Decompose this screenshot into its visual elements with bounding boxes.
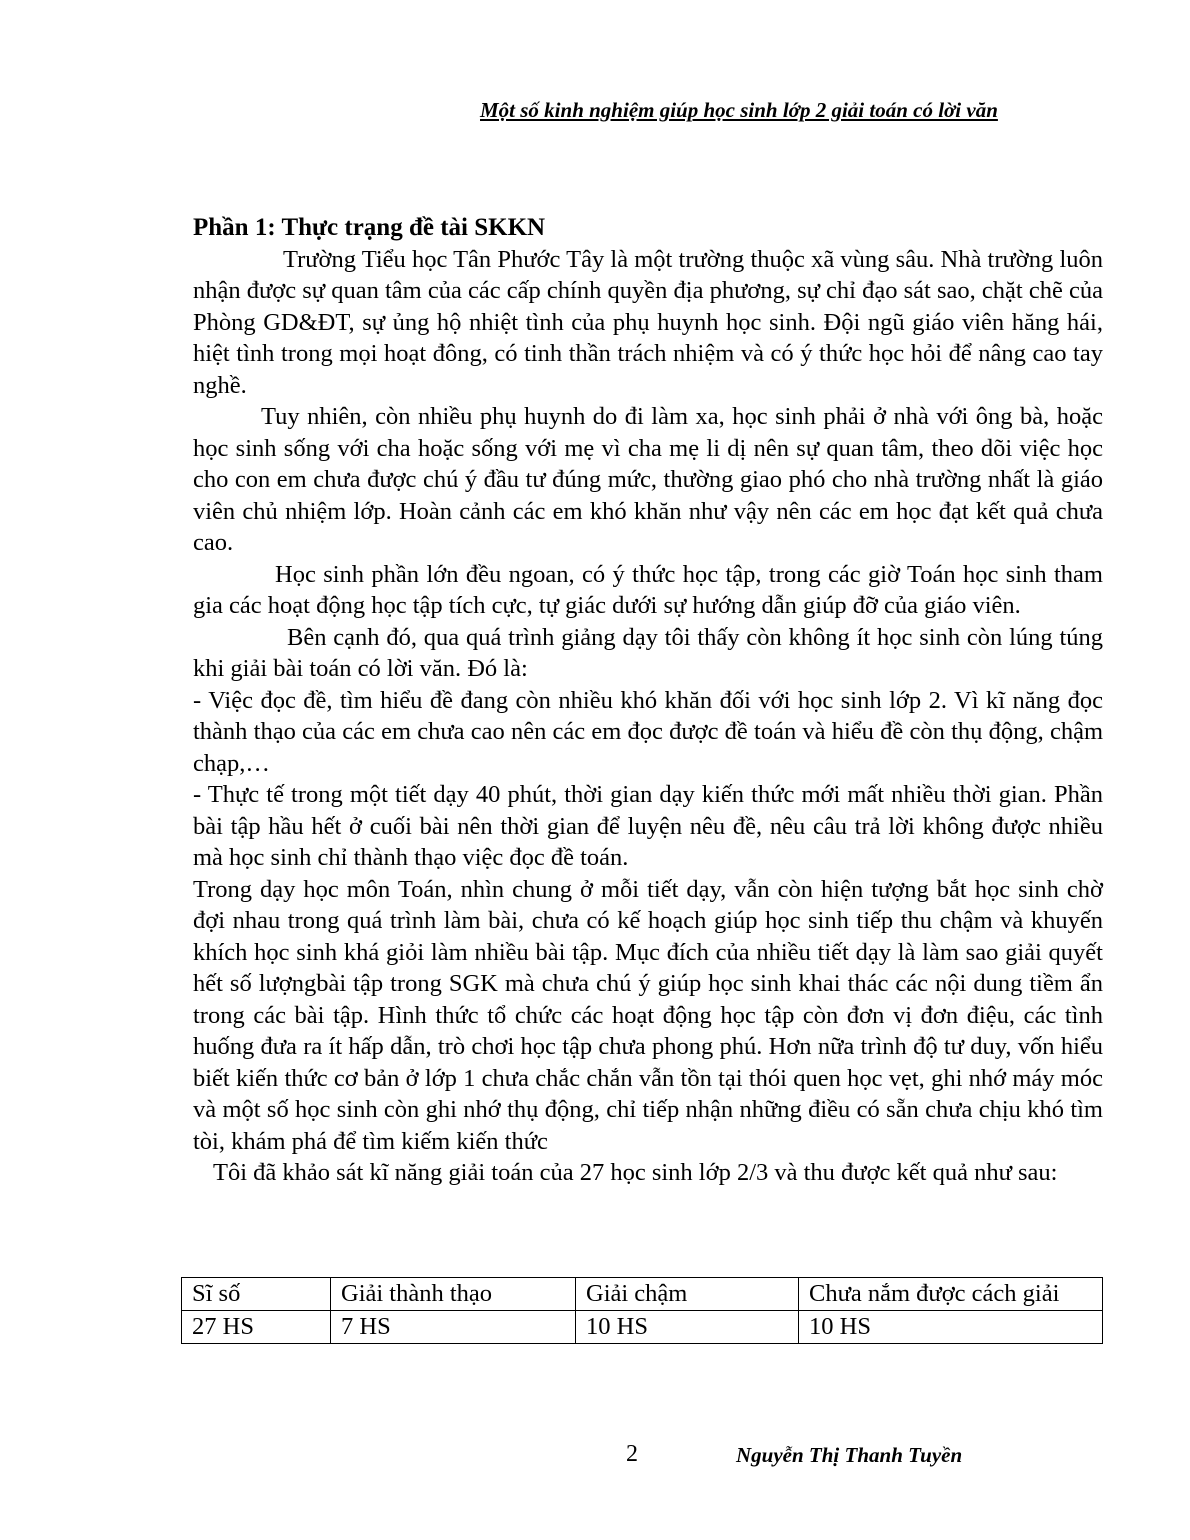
table-cell: 27 HS bbox=[182, 1311, 331, 1344]
paragraph-students: Học sinh phần lớn đều ngoan, có ý thức học tập, trong các giờ Toán học sinh tham gia các hoạt động học tập tích cực, tự giác dưới sự hướng dẫn giúp đỡ của giáo viên. bbox=[193, 560, 1103, 619]
section-title: Phần 1: Thực trạng đề tài SKKN bbox=[193, 214, 546, 241]
table-cell: 10 HS bbox=[576, 1311, 799, 1344]
survey-results-table bbox=[181, 1277, 1103, 1344]
paragraph-difficulties-intro: Bên cạnh đó, qua quá trình giảng dạy tôi thấy còn không ít học sinh còn lúng túng khi giải bài toán có lời văn. Đó là: bbox=[193, 623, 1103, 682]
table-header-row bbox=[182, 1278, 1103, 1311]
table-cell: 7 HS bbox=[331, 1311, 576, 1344]
paragraph-survey-intro: Tôi đã khảo sát kĩ năng giải toán của 27 học sinh lớp 2/3 và thu được kết quả như sau: bbox=[213, 1159, 1058, 1186]
paragraph-time-issue: - Thực tế trong một tiết dạy 40 phút, thời gian dạy kiến thức mới mất nhiều thời gian. Phần bài tập hầu hết ở cuối bài nên thời gian để luyện nêu đề, nêu câu trả lời không được nhiều mà học sinh chỉ thành thạo việc đọc đề toán. bbox=[193, 781, 1103, 871]
section-body bbox=[193, 212, 1103, 1189]
running-header-title: Một số kinh nghiệm giúp học sinh lớp 2 giải toán có lời văn bbox=[480, 98, 998, 122]
footer-author: Nguyễn Thị Thanh Tuyền bbox=[736, 1443, 963, 1467]
table-row bbox=[182, 1311, 1103, 1344]
table-cell: 10 HS bbox=[799, 1311, 1103, 1344]
table-header-cell: Giải thành thạo bbox=[331, 1278, 576, 1311]
paragraph-school-context: Trường Tiểu học Tân Phước Tây là một trường thuộc xã vùng sâu. Nhà trường luôn nhận được sự quan tâm của các cấp chính quyền địa phương, sự chỉ đạo sát sao, chặt chẽ của Phòng GD&ĐT, sự ủng hộ nhiệt tình của phụ huynh học sinh. Đội ngũ giáo viên hăng hái, hiệt tình trong mọi hoạt đông, có tinh thần trách nhiệm và có ý thức học hỏi để nâng cao tay nghề. bbox=[193, 245, 1103, 399]
table-header-cell: Sĩ số bbox=[182, 1278, 331, 1311]
table-header-cell: Giải chậm bbox=[576, 1278, 799, 1311]
page-number: 2 bbox=[626, 1441, 638, 1467]
paragraph-parents: Tuy nhiên, còn nhiều phụ huynh do đi làm xa, học sinh phải ở nhà với ông bà, hoặc học sinh sống với cha hoặc sống với mẹ vì cha mẹ li dị nên sự quan tâm, theo dõi việc học cho con em chưa được chú ý đầu tư đúng mức, thường giao phó cho nhà trường nhất là giáo viên chủ nhiệm lớp. Hoàn cảnh các em khó khăn như vậy nên các em học đạt kết quả chưa cao. bbox=[193, 403, 1103, 556]
paragraph-teaching-issue: Trong dạy học môn Toán, nhìn chung ở mỗi tiết dạy, vẫn còn hiện tượng bắt học sinh chờ đợi nhau trong quá trình làm bài, chưa có kế hoạch giúp học sinh tiếp thu chậm và khuyến khích học sinh khá giỏi làm nhiều bài tập. Mục đích của nhiều tiết dạy là làm sao giải quyết hết số lượngbài tập trong SGK mà chưa chú ý giúp học sinh khai thác các nội dung tiềm ẩn trong các bài tập. Hình thức tổ chức các hoạt động học tập còn đơn vị đơn điệu, các tình huống đưa ra ít hấp dẫn, trò chơi học tập chưa phong phú. Hơn nữa trình độ tư duy, vốn hiểu biết kiến thức cơ bản ở lớp 1 chưa chắc chắn vẫn tồn tại thói quen học vẹt, ghi nhớ máy móc và một số học sinh còn ghi nhớ thụ động, chỉ tiếp nhận những điều có sẵn chưa chịu khó tìm tòi, khám phá để tìm kiếm kiến thức bbox=[193, 875, 1103, 1155]
paragraph-reading-issue: - Việc đọc đề, tìm hiểu đề đang còn nhiều khó khăn đối với học sinh lớp 2. Vì kĩ năng đọc thành thạo của các em chưa cao nên các em đọc được đề toán và hiểu đề còn thụ động, chậm chạp,… bbox=[193, 686, 1103, 777]
table-header-cell: Chưa nắm được cách giải bbox=[799, 1278, 1103, 1311]
